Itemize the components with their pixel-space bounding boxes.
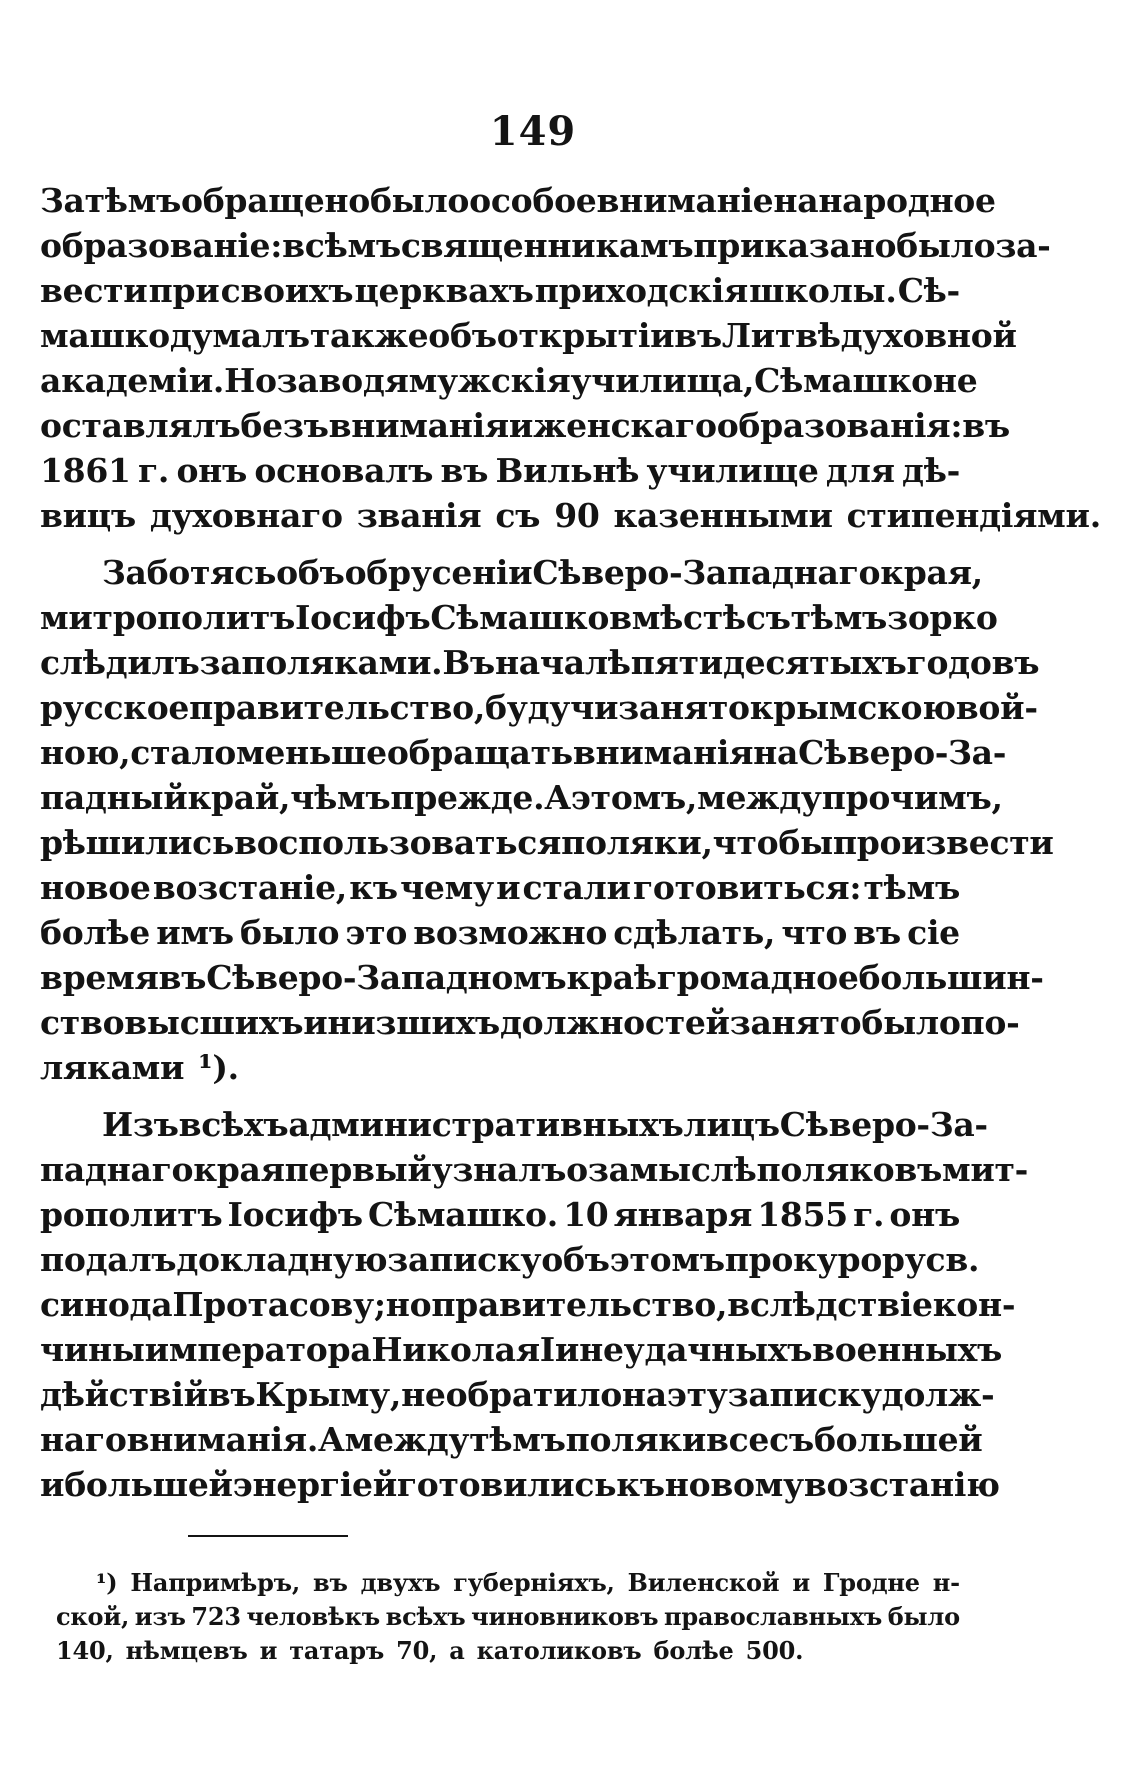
text-line: синода Протасову; но правительство, вслѣдствіе кон- <box>40 1285 1016 1324</box>
text-line: подалъ докладную записку объ этомъ прокурору св. <box>40 1240 980 1279</box>
text-line: машко думалъ также объ открытіи въ Литвѣ духовной <box>40 316 1017 355</box>
text-line: оставлялъ безъ вниманія и женскаго образованія: въ <box>40 406 1010 445</box>
text-line: ство высшихъ и низшихъ должностей занято было по- <box>40 1003 1020 1042</box>
text-line: митрополитъ Іосифъ Сѣмашко вмѣстѣ съ тѣмъ зорко <box>40 598 998 637</box>
text-line: рѣшились воспользоваться поляки, чтобы произвести <box>40 823 1054 862</box>
text-line: Изъ всѣхъ административныхъ лицъ Сѣверо-За- <box>102 1105 988 1144</box>
text-line: падный край, чѣмъ прежде. А этомъ, между прочимъ, <box>40 778 1003 817</box>
footnote-line: ¹) Напримѣръ, въ двухъ губерніяхъ, Виленской и Гродне н- <box>96 1568 960 1597</box>
footnote-divider <box>188 1535 348 1537</box>
text-line: 1861 г. онъ основалъ въ Вильнѣ училище для дѣ- <box>40 451 960 490</box>
body-text <box>40 178 1101 1507</box>
text-line: академіи. Но заводя мужскія училища, Сѣмашко не <box>40 361 978 400</box>
footnote-line: 140, нѣмцевъ и татаръ 70, а католиковъ болѣе 500. <box>56 1636 804 1665</box>
text-line: образованіе: всѣмъ священникамъ приказано было за- <box>40 226 1051 265</box>
text-line: паднаго края первый узналъ о замыслѣ поляковъ мит- <box>40 1150 1029 1189</box>
text-line: Затѣмъ обращено было особое вниманіе на народное <box>40 181 996 220</box>
text-line: вицъ духовнаго званія съ 90 казенными стипендіями. <box>40 496 1101 535</box>
paragraph <box>40 178 1101 538</box>
text-line: болѣе имъ было это возможно сдѣлать, что въ сіе <box>40 913 960 952</box>
text-line: дѣйствій въ Крыму, не обратило на эту записку долж- <box>40 1375 995 1414</box>
footnotes <box>56 1566 960 1668</box>
paragraph <box>40 550 1054 1090</box>
text-line: новое возстаніе, къ чему и стали готовиться: тѣмъ <box>40 868 960 907</box>
footnote-line: ской, изъ 723 человѣкъ всѣхъ чиновниковъ православныхъ было <box>56 1602 960 1631</box>
text-line: чины императора Николая I и неудачныхъ военныхъ <box>40 1330 1003 1369</box>
text-line: и большей энергіей готовились къ новому возстанію <box>40 1465 1000 1504</box>
text-line: рополитъ Іосифъ Сѣмашко. 10 января 1855 г. онъ <box>40 1195 960 1234</box>
text-line: ною, стало меньше обращать вниманія на Сѣверо-За- <box>40 733 1007 772</box>
text-line: ляками ¹). <box>40 1048 239 1087</box>
page-number: 149 <box>489 108 577 155</box>
text-line: время въ Сѣверо-Западномъ краѣ громадное большин- <box>40 958 1044 997</box>
text-line: Заботясь объ обрусеніи Сѣверо-Западнаго края, <box>102 553 983 592</box>
paragraph <box>40 1102 1029 1507</box>
text-line: вести при своихъ церквахъ приходскія школы. Сѣ- <box>40 271 960 310</box>
text-line: русское правительство, будучи занято крымскою вой- <box>40 688 1038 727</box>
text-line: наго вниманія. А между тѣмъ поляки все съ большей <box>40 1420 983 1459</box>
text-line: слѣдилъ за поляками. Въ началѣ пятидесятыхъ годовъ <box>40 643 1040 682</box>
